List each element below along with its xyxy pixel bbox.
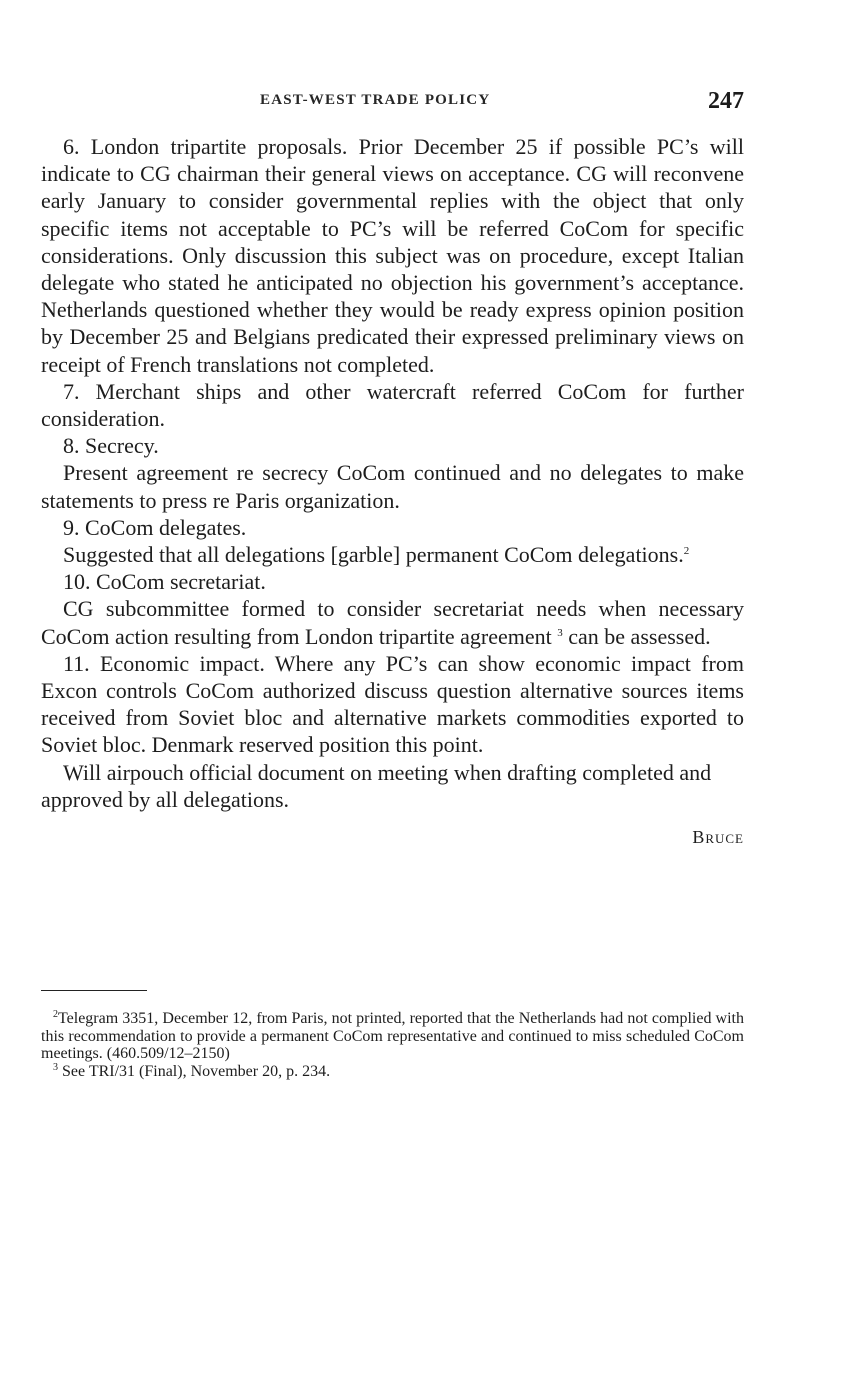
footnote-2 [41, 1010, 744, 1063]
footnote-ref-2[interactable]: 2 [683, 545, 690, 558]
footnote-2-text: Telegram 3351, December 12, from Paris, not printed, reported that the Netherlands had not complied with this recommendation to provide a permanent CoCom representative and continued to miss scheduled CoCom meetings. (460.509/12–2150) [41, 1010, 744, 1062]
paragraph-london-tripartite: 6. London tripartite proposals. Prior December 25 if possible PC’s will indicate to CG chairman their general views on acceptance. CG will reconvene early January to consider governmental replies with the object that only specific items not acceptable to PC’s will be referred CoCom for specific considerations. Only discussion this subject was on procedure, except Italian delegate who stated he anticipated no objection his government’s acceptance. Netherlands questioned whether they would be ready express opinion position by December 25 and Belgians predicated their expressed preliminary views on receipt of French translations not completed. [41, 134, 744, 377]
paragraph-secretariat-text-b: can be assessed. [568, 623, 711, 649]
heading-secrecy: 8. Secrecy. [63, 433, 159, 459]
footnote-divider [41, 990, 147, 991]
signature: Bruce [692, 827, 744, 848]
paragraph-merchant-ships: 7. Merchant ships and other watercraft referred CoCom for further consideration. [41, 378, 744, 432]
paragraph-secrecy: Present agreement re secrecy CoCom continued and no delegates to make statements to press re Paris organization. [41, 460, 744, 513]
running-header [41, 88, 744, 118]
paragraph-cocom-delegates-text: Suggested that all delegations [garble] permanent CoCom delegations. [63, 542, 684, 568]
paragraph-cocom-secretariat [41, 595, 744, 649]
footnotes [41, 1010, 744, 1080]
footnote-3-mark: 3 [53, 1061, 58, 1073]
footnote-3-text: See TRI/31 (Final), November 20, p. 234. [62, 1062, 331, 1080]
running-title: EAST-WEST TRADE POLICY [260, 92, 491, 108]
page-number: 247 [708, 88, 744, 114]
footnote-3 [41, 1063, 744, 1081]
heading-cocom-secretariat: 10. CoCom secretariat. [63, 569, 266, 595]
paragraph-economic-impact: 11. Economic impact. Where any PC’s can show economic impact from Excon controls CoCom authorized discuss question alternative sources items received from Soviet bloc and alternative markets commodities exported to Soviet bloc. Denmark reserved position this point. [41, 650, 744, 758]
paragraph-secretariat-text-a: CG subcommittee formed to consider secretariat needs when necessary CoCom action resulting from London tripartite agreement [41, 596, 744, 649]
body-text [41, 133, 744, 851]
footnote-2-mark: 2 [53, 1009, 58, 1020]
footnote-ref-3[interactable]: 3 [557, 626, 563, 639]
heading-cocom-delegates: 9. CoCom delegates. [63, 514, 247, 540]
paragraph-cocom-delegates [41, 541, 744, 568]
paragraph-closing: Will airpouch official document on meeting when drafting completed and approved by all delegations. [41, 759, 712, 812]
